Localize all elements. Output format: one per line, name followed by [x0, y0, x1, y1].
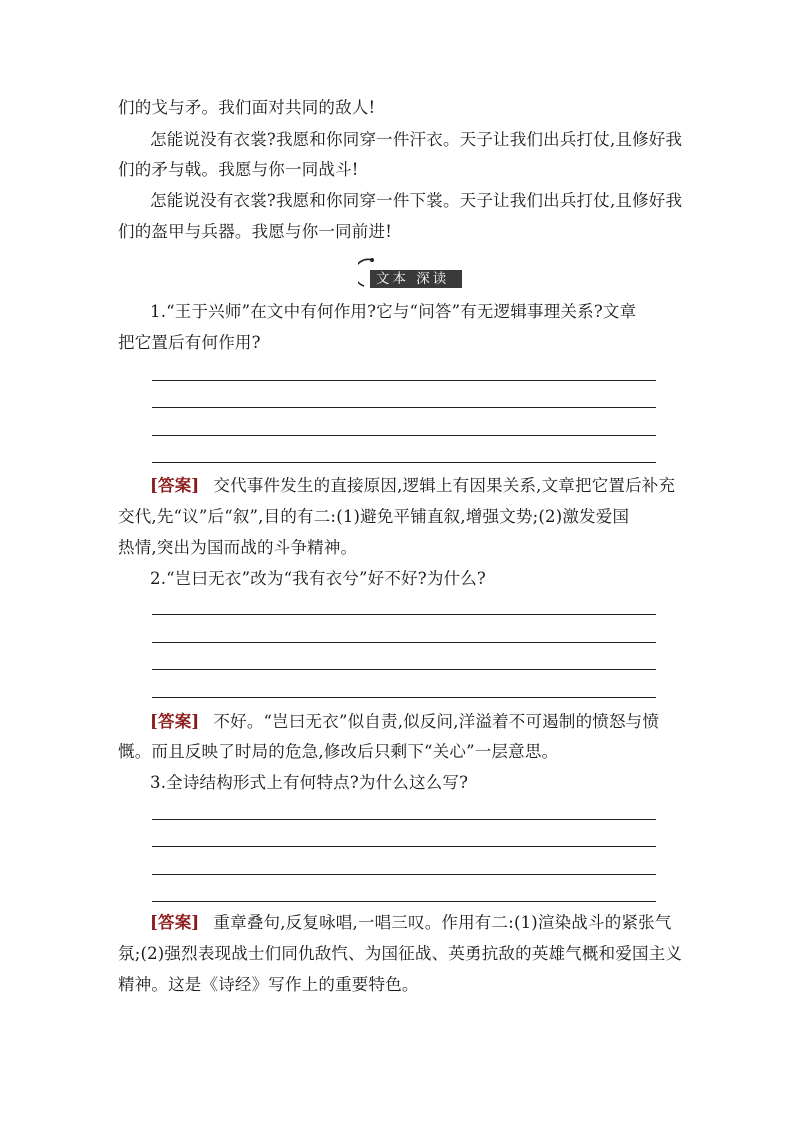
- answer-blank-line: [152, 669, 656, 670]
- question-1: 1.“王于兴师”在文中有何作用?它与“问答”有无逻辑事理关系?文章: [150, 302, 637, 321]
- answer-1: [150, 476, 675, 496]
- answer-blank-line: [152, 462, 656, 463]
- answer-blank-line: [152, 846, 656, 847]
- question-1-cont: 把它置后有何作用?: [118, 333, 261, 352]
- question-3: 3.全诗结构形式上有何特点?为什么这么写?: [150, 773, 469, 792]
- answer-tag: [答案]: [150, 712, 200, 731]
- answer-text: 交代事件发生的直接原因,逻辑上有因果关系,文章把它置后补充: [213, 476, 676, 495]
- answer-1-cont: 热情,突出为国而战的斗争精神。: [118, 538, 358, 557]
- answer-text: 不好。“岂曰无衣”似自责,似反问,洋溢着不可遏制的愤怒与愤: [213, 712, 660, 731]
- section-label: 文本 深读: [376, 271, 450, 287]
- answer-3-cont: 精神。这是《诗经》写作上的重要特色。: [118, 975, 419, 994]
- question-2: 2.“岂曰无衣”改为“我有衣兮”好不好?为什么?: [150, 569, 486, 588]
- poem-line: 们的盔甲与兵器。我愿与你一同前进!: [118, 222, 393, 241]
- answer-blank-line: [152, 819, 656, 820]
- answer-blank-line: [152, 435, 656, 436]
- poem-line: 们的戈与矛。我们面对共同的敌人!: [118, 98, 376, 117]
- answer-1-cont: 交代,先“议”后“叙”,目的有二:(1)避免平铺直叙,增强文势;(2)激发爱国: [118, 507, 630, 526]
- answer-blank-line: [152, 407, 656, 408]
- answer-blank-line: [152, 874, 656, 875]
- answer-3: [150, 913, 672, 933]
- answer-blank-line: [152, 901, 656, 902]
- answer-blank-line: [152, 642, 656, 643]
- poem-line: 们的矛与戟。我愿与你一同战斗!: [118, 160, 359, 179]
- answer-tag: [答案]: [150, 476, 200, 495]
- answer-3-cont: 氛;(2)强烈表现战士们同仇敌忾、为国征战、英勇抗敌的英雄气概和爱国主义: [118, 944, 683, 963]
- poem-line: 怎能说没有衣裳?我愿和你同穿一件汗衣。天子让我们出兵打仗,且修好我: [150, 130, 683, 149]
- answer-blank-line: [152, 380, 656, 381]
- answer-text: 重章叠句,反复咏唱,一唱三叹。作用有二:(1)渲染战斗的紧张气: [213, 913, 672, 932]
- answer-2-cont: 慨。而且反映了时局的危急,修改后只剩下“关心”一层意思。: [118, 742, 559, 761]
- answer-blank-line: [152, 697, 656, 698]
- answer-tag: [答案]: [150, 913, 200, 932]
- answer-2: [150, 712, 659, 732]
- poem-line: 怎能说没有衣裳?我愿和你同穿一件下裳。天子让我们出兵打仗,且修好我: [150, 191, 683, 210]
- section-badge: [358, 256, 464, 292]
- answer-blank-line: [152, 614, 656, 615]
